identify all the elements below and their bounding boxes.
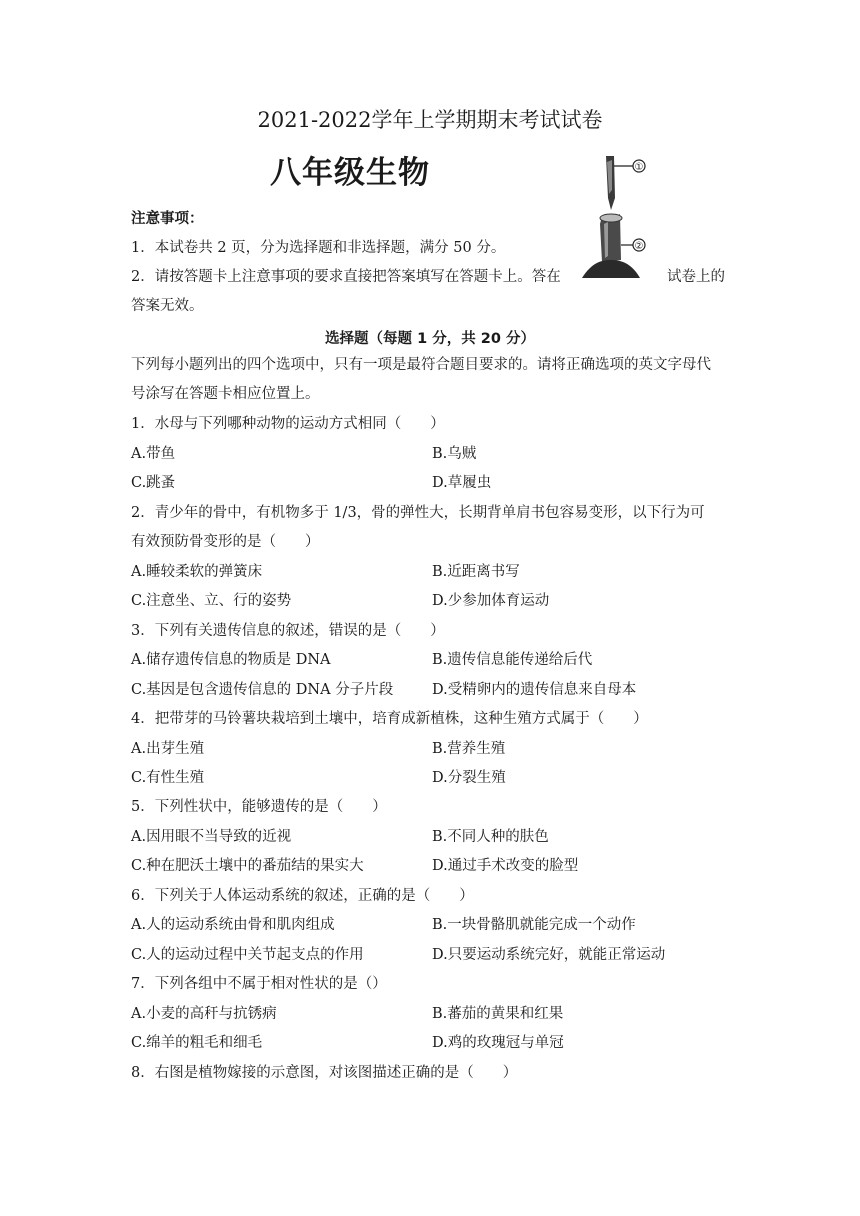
q7-option-c: C.绵羊的粗毛和细毛 bbox=[131, 1035, 263, 1051]
q4-option-d: D.分裂生殖 bbox=[432, 770, 506, 786]
notes-line-1: 1．本试卷共 2 页，分为选择题和非选择题，满分 50 分。 bbox=[131, 240, 506, 256]
q7-option-a: A.小麦的高秆与抗锈病 bbox=[131, 1006, 277, 1022]
q3-option-d: D.受精卵内的遗传信息来自母本 bbox=[432, 682, 637, 698]
q6-option-b: B.一块骨骼肌就能完成一个动作 bbox=[432, 917, 636, 933]
q7-option-b: B.蕃茄的黄果和红果 bbox=[432, 1006, 564, 1022]
subject-title: 八年级生物 bbox=[270, 155, 430, 191]
section-heading: 选择题（每题 1 分，共 20 分） bbox=[325, 331, 535, 347]
q3-option-a: A.储存遗传信息的物质是 DNA bbox=[131, 652, 331, 668]
label-2: ② bbox=[634, 241, 644, 252]
q7-stem: 7．下列各组中不属于相对性状的是（） bbox=[131, 976, 387, 992]
q5-stem: 5．下列性状中，能够遗传的是（ ） bbox=[131, 799, 387, 815]
q7-option-d: D.鸡的玫瑰冠与单冠 bbox=[432, 1035, 564, 1051]
q6-option-c: C.人的运动过程中关节起支点的作用 bbox=[131, 947, 364, 963]
q5-option-d: D.通过手术改变的脸型 bbox=[432, 858, 579, 874]
q1-stem: 1．水母与下列哪种动物的运动方式相同（ ） bbox=[131, 416, 445, 432]
q1-option-a: A.带鱼 bbox=[131, 446, 176, 462]
label-1: ① bbox=[634, 162, 644, 173]
q4-stem: 4．把带芽的马铃薯块栽培到土壤中，培育成新植株，这种生殖方式属于（ ） bbox=[131, 711, 648, 727]
notes-heading: 注意事项： bbox=[131, 211, 204, 227]
q5-option-b: B.不同人种的肤色 bbox=[432, 829, 549, 845]
q3-option-c: C.基因是包含遗传信息的 DNA 分子片段 bbox=[131, 682, 394, 698]
section-intro-2: 号涂写在答题卡相应位置上。 bbox=[131, 386, 320, 402]
grafting-illustration bbox=[578, 150, 668, 285]
grafting-figure bbox=[578, 150, 668, 285]
notes-line-2a: 2．请按答题卡上注意事项的要求直接把答案填写在答题卡上。答在 bbox=[131, 269, 561, 285]
q2-stem-2: 有效预防骨变形的是（ ） bbox=[131, 534, 320, 550]
q1-option-b: B.乌贼 bbox=[432, 446, 477, 462]
q2-stem-1: 2．青少年的骨中，有机物多于 1/3，骨的弹性大，长期背单肩书包容易变形，以下行为可 bbox=[131, 505, 705, 521]
q2-option-c: C.注意坐、立、行的姿势 bbox=[131, 593, 292, 609]
q4-option-a: A.出芽生殖 bbox=[131, 741, 205, 757]
q2-option-d: D.少参加体育运动 bbox=[432, 593, 550, 609]
q3-option-b: B.遗传信息能传递给后代 bbox=[432, 652, 593, 668]
q1-option-c: C.跳蚤 bbox=[131, 475, 176, 491]
q5-option-c: C.种在肥沃土壤中的番茄结的果实大 bbox=[131, 858, 364, 874]
q2-option-a: A.睡较柔软的弹簧床 bbox=[131, 564, 263, 580]
notes-line-3: 答案无效。 bbox=[131, 298, 204, 314]
q2-option-b: B.近距离书写 bbox=[432, 564, 520, 580]
q6-stem: 6．下列关于人体运动系统的叙述，正确的是（ ） bbox=[131, 888, 474, 904]
section-intro-1: 下列每小题列出的四个选项中，只有一项是最符合题目要求的。请将正确选项的英文字母代 bbox=[131, 357, 711, 373]
exam-title: 2021-2022学年上学期期末考试试卷 bbox=[257, 108, 603, 132]
q8-stem: 8．右图是植物嫁接的示意图，对该图描述正确的是（ ） bbox=[131, 1065, 518, 1081]
notes-line-2b: 试卷上的 bbox=[667, 269, 725, 285]
q3-stem: 3．下列有关遗传信息的叙述，错误的是（ ） bbox=[131, 623, 445, 639]
q1-option-d: D.草履虫 bbox=[432, 475, 492, 491]
q6-option-d: D.只要运动系统完好，就能正常运动 bbox=[432, 947, 666, 963]
q5-option-a: A.因用眼不当导致的近视 bbox=[131, 829, 292, 845]
q4-option-c: C.有性生殖 bbox=[131, 770, 205, 786]
q4-option-b: B.营养生殖 bbox=[432, 741, 506, 757]
q6-option-a: A.人的运动系统由骨和肌肉组成 bbox=[131, 917, 335, 933]
